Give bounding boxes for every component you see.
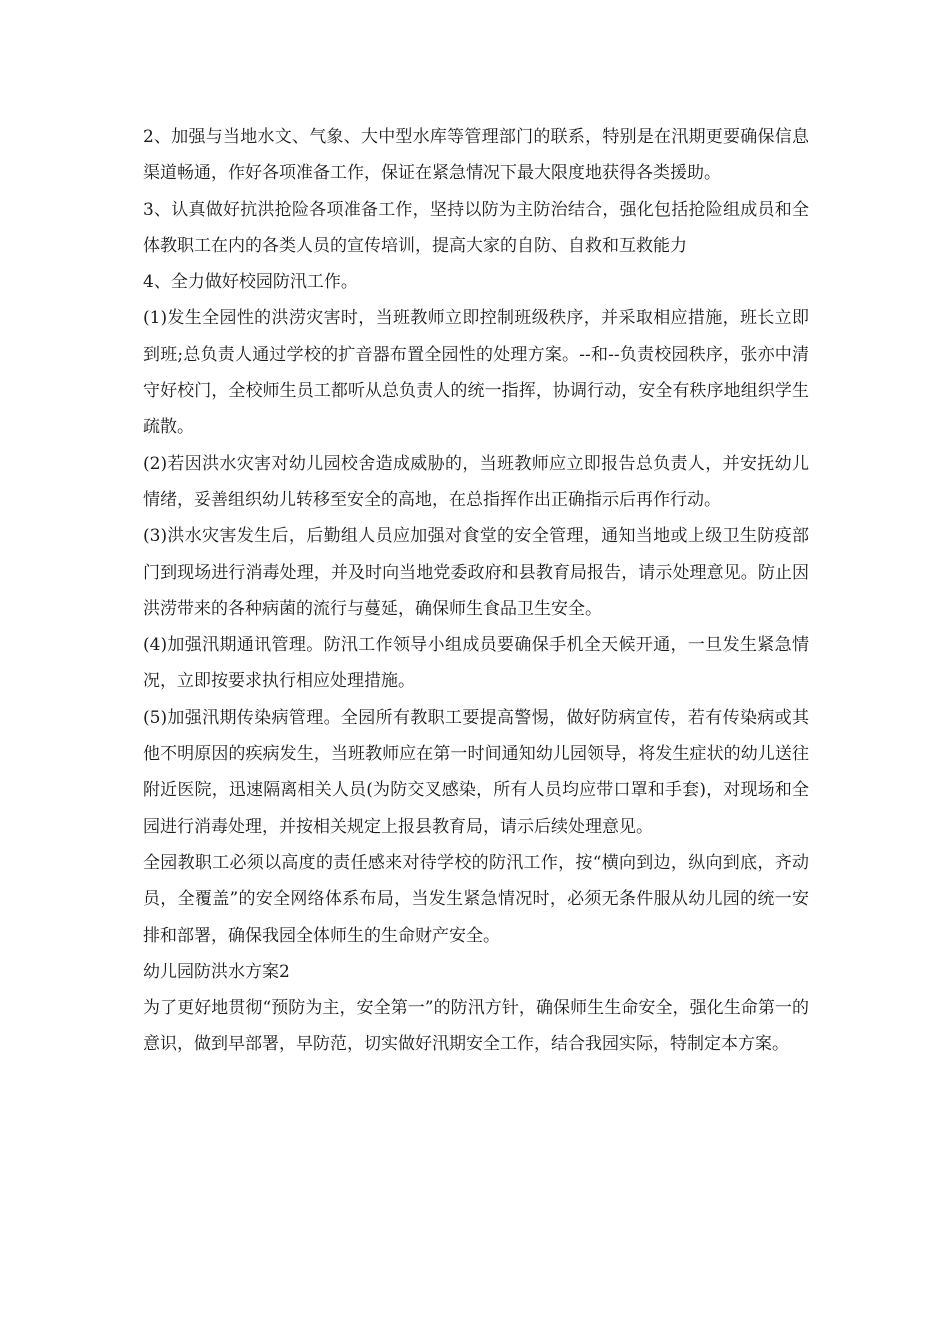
paragraph-subitem-4: (4)加强汛期通讯管理。防汛工作领导小组成员要确保手机全天候开通，一旦发生紧急情况，立即按要求执行相应处理措施。 [143,635,809,692]
paragraph-intro: 为了更好地贯彻“预防为主，安全第一”的防汛方针，确保师生生命安全，强化生命第一的意识，做到早部署，早防范，切实做好汛期安全工作，结合我园实际，特制定本方案。 [143,998,809,1055]
section-title: 幼儿园防洪水方案2 [143,961,290,982]
paragraph-item-3-preparation: 3、认真做好抗洪抢险各项准备工作，坚持以防为主防治结合，强化包括抢险组成员和全体教职工在内的各类人员的宣传培训，提高大家的自防、自救和互救能力 [143,199,809,256]
document-body [143,119,809,1063]
paragraph-item-2-liaison: 2、加强与当地水文、气象、大中型水库等管理部门的联系，特别是在汛期更要确保信息渠道畅通，作好各项准备工作，保证在紧急情况下最大限度地获得各类援助。 [143,127,809,184]
paragraph-subitem-2: (2)若因洪水灾害对幼儿园校舍造成威胁的，当班教师应立即报告总负责人，并安抚幼儿情绪，妥善组织幼儿转移至安全的高地，在总指挥作出正确指示后再作行动。 [143,453,809,510]
paragraph-summary: 全园教职工必须以高度的责任感来对待学校的防汛工作，按“横向到边，纵向到底，齐动员，全覆盖”的安全网络体系布局，当发生紧急情况时，必须无条件服从幼儿园的统一安排和部署，确保我园全体师生的生命财产安全。 [143,852,809,946]
paragraph-subitem-3: (3)洪水灾害发生后，后勤组人员应加强对食堂的安全管理，通知当地或上级卫生防疫部门到现场进行消毒处理，并及时向当地党委政府和县教育局报告，请示处理意见。防止因洪涝带来的各种病菌的流行与蔓延，确保师生食品卫生安全。 [143,526,809,619]
paragraph-subitem-5: (5)加强汛期传染病管理。全园所有教职工要提高警惕，做好防病宣传，若有传染病或其他不明原因的疾病发生，当班教师应在第一时间通知幼儿园领导，将发生症状的幼儿送往附近医院，迅速隔离相关人员(为防交叉感染，所有人员均应带口罩和手套)，对现场和全园进行消毒处理，并按相关规定上报县教育局，请示后续处理意见。 [143,707,809,837]
paragraph-item-4-heading: 4、全力做好校园防汛工作。 [143,272,358,293]
paragraph-subitem-1: (1)发生全园性的洪涝灾害时，当班教师立即控制班级秩序，并采取相应措施，班长立即到班;总负责人通过学校的扩音器布置全园性的处理方案。--和--负责校园秩序，张亦中清守好校门，全校师生员工都听从总负责人的统一指挥，协调行动，安全有秩序地组织学生疏散。 [143,308,809,438]
